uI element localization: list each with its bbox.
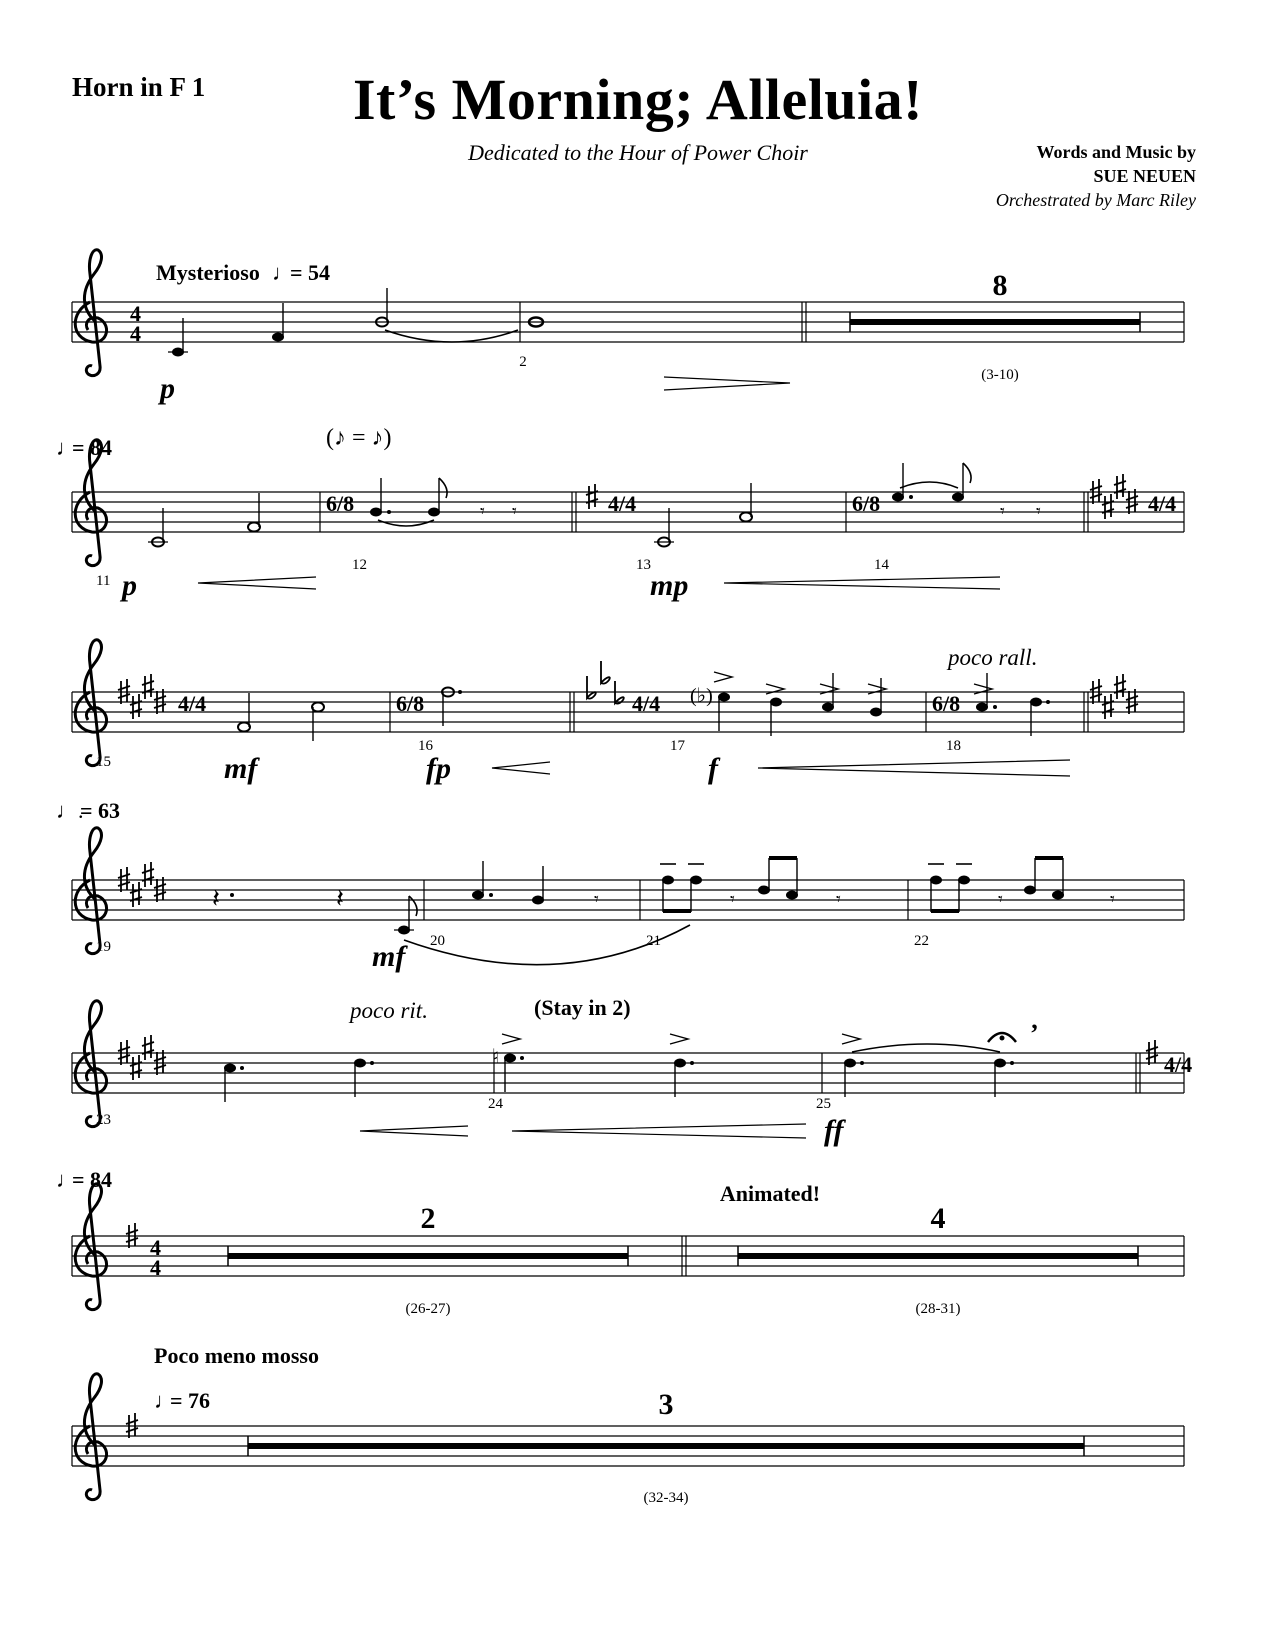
time-sig-top: 4: [150, 1235, 161, 1260]
svg-text:𝄾: 𝄾: [594, 889, 599, 909]
multirest-range: (32-34): [643, 1490, 689, 1506]
orchestrator: Orchestrated by Marc Riley: [995, 190, 1196, 210]
dynamic: ff: [824, 1114, 844, 1147]
multirest-bar: [248, 1443, 1084, 1449]
measure-number: 14: [874, 557, 889, 573]
svg-text:𝄾: 𝄾: [730, 889, 735, 909]
instruction: (Stay in 2): [534, 995, 631, 1020]
dynamic: mf: [372, 940, 406, 973]
system-4: [56, 798, 1184, 973]
time-sig: 4/4: [1148, 491, 1177, 516]
eighth-group: [928, 856, 1115, 913]
dynamic: mp: [650, 569, 689, 602]
system-2: [56, 425, 1184, 602]
svg-text:𝄽: 𝄽: [212, 884, 220, 913]
measure-number: 19: [96, 939, 111, 955]
measure-number: 22: [914, 933, 929, 949]
measure-number: 16: [418, 738, 433, 754]
equivalence: (♪ = ♪): [326, 425, 392, 451]
system-7: [72, 1343, 1184, 1506]
svg-text:𝄾: 𝄾: [1036, 501, 1041, 521]
time-sig: 6/8: [396, 691, 425, 716]
breath-mark-icon: ’: [1030, 1019, 1039, 1048]
crescendo: [198, 577, 316, 589]
dynamic: f: [708, 752, 718, 785]
dynamic: fp: [426, 752, 451, 785]
measure-number: 18: [946, 738, 961, 754]
system-5: [72, 995, 1192, 1147]
words-music-label: Words and Music by: [1036, 142, 1196, 162]
treble-clef: [75, 250, 106, 376]
time-sig: 6/8: [852, 491, 881, 516]
svg-text:𝄾: 𝄾: [480, 501, 485, 521]
tempo-text: Mysterioso: [156, 260, 260, 285]
multirest-count: 2: [420, 1202, 436, 1235]
part-name: Horn in F 1: [72, 72, 206, 102]
multirest-range: (3-10): [981, 367, 1019, 383]
multirest-bar: [228, 1253, 628, 1259]
accents: [502, 1034, 860, 1044]
time-sig: 4/4: [632, 691, 661, 716]
decrescendo: [664, 377, 790, 390]
composer: SUE NEUEN: [1093, 166, 1196, 186]
svg-text:𝄾: 𝄾: [512, 501, 517, 521]
quarter-note-icon: ♩: [272, 260, 294, 285]
eighth-group: [660, 856, 841, 913]
multirest-bar: [850, 319, 1140, 325]
svg-text:𝄽: 𝄽: [336, 884, 344, 913]
tempo-value: = 63: [80, 798, 121, 823]
time-sig-top: 4: [130, 301, 141, 326]
measure-number: 12: [352, 557, 367, 573]
time-sig-bottom: 4: [150, 1255, 161, 1280]
svg-text:𝄾: 𝄾: [1110, 889, 1115, 909]
dynamic: p: [122, 569, 137, 602]
measure-number: 20: [430, 933, 445, 949]
dedication: Dedicated to the Hour of Power Choir: [468, 140, 808, 165]
measure-number: 23: [96, 1112, 111, 1128]
measure-number: 25: [816, 1096, 831, 1112]
multirest-range: (26-27): [405, 1301, 451, 1317]
section-label: Animated!: [719, 1181, 821, 1206]
tempo-text: Poco meno mosso: [154, 1343, 319, 1368]
page-title: It’s Morning; Alleluia!: [352, 67, 923, 132]
svg-text:♩.: ♩.: [56, 798, 84, 823]
measure-number: 13: [636, 557, 651, 573]
expression: poco rit.: [350, 998, 428, 1023]
time-sig: 4/4: [178, 691, 207, 716]
svg-text:♩: ♩: [56, 435, 78, 460]
measure-number: 24: [488, 1096, 503, 1112]
svg-text:(♭): (♭): [690, 685, 713, 707]
measure-number: 11: [96, 573, 111, 589]
svg-text:♩: ♩: [56, 1167, 78, 1192]
measure-number: 2: [519, 354, 527, 370]
expression: poco rall.: [948, 645, 1038, 670]
svg-text:♮: ♮: [492, 1046, 500, 1068]
system-3: [72, 640, 1184, 785]
crescendo: [724, 577, 1000, 589]
multirest-count: 3: [658, 1388, 674, 1421]
multirest-count: 4: [930, 1202, 946, 1235]
svg-text:𝄾: 𝄾: [836, 889, 841, 909]
measure-number: 15: [96, 754, 111, 770]
measure-number: 17: [670, 738, 685, 754]
time-sig-bottom: 4: [130, 321, 141, 346]
tempo-value: = 84: [72, 1167, 113, 1192]
system-6: [56, 1167, 1184, 1317]
multirest-bar: [738, 1253, 1138, 1259]
svg-text:𝄾: 𝄾: [998, 889, 1003, 909]
time-sig: 4/4: [608, 491, 637, 516]
dynamic: mf: [224, 752, 258, 785]
tempo-value: = 54: [290, 260, 331, 285]
time-sig: 4/4: [1164, 1052, 1193, 1077]
time-sig: 6/8: [932, 691, 961, 716]
dynamic: p: [160, 372, 175, 405]
multirest-count: 8: [992, 269, 1008, 302]
system-1: [72, 250, 1184, 405]
measure-number: 21: [646, 933, 661, 949]
tempo-value: = 84: [72, 435, 113, 460]
tempo-value: = 76: [170, 1388, 211, 1413]
multirest-range: (28-31): [915, 1301, 961, 1317]
time-sig: 6/8: [326, 491, 355, 516]
svg-text:♩: ♩: [154, 1388, 176, 1413]
svg-text:𝄾: 𝄾: [1000, 501, 1005, 521]
